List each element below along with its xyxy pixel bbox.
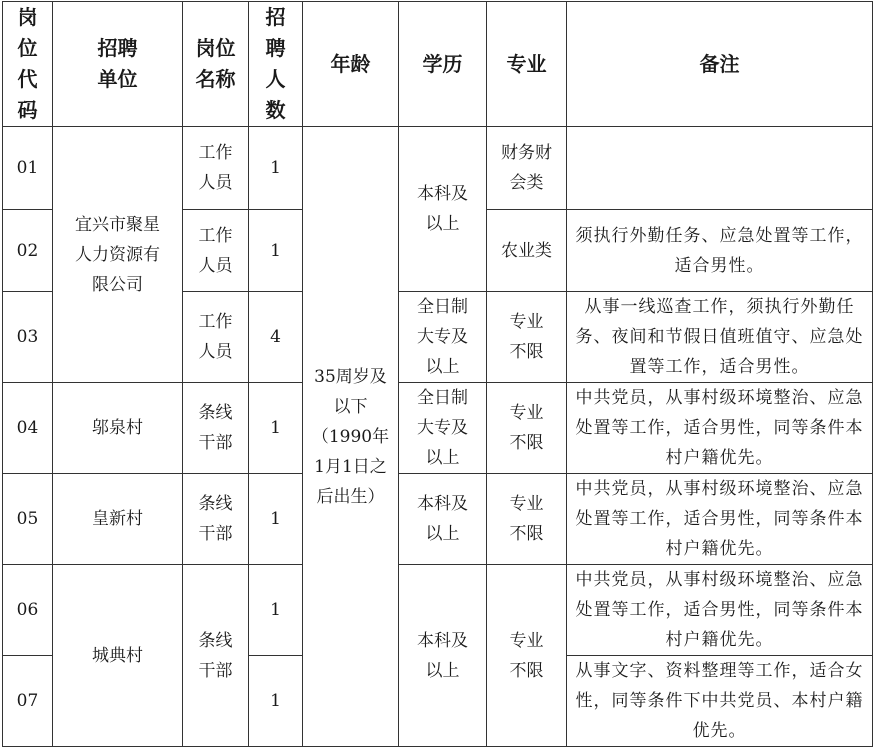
- header-position: 岗位名称: [183, 2, 249, 127]
- table-row: [3, 474, 873, 565]
- header-unit: 招聘单位: [53, 2, 183, 127]
- cell-code: 07: [3, 656, 53, 747]
- table-row: [3, 383, 873, 474]
- cell-education: 全日制大专及以上: [399, 383, 487, 474]
- cell-education: 本科及以上: [399, 565, 487, 747]
- cell-count: 1: [249, 127, 303, 210]
- cell-remarks: 中共党员，从事村级环境整治、应急处置等工作，适合男性，同等条件本村户籍优先。: [567, 565, 873, 656]
- header-remarks: 备注: [567, 2, 873, 127]
- cell-count: 1: [249, 565, 303, 656]
- cell-count: 1: [249, 383, 303, 474]
- header-age: 年龄: [303, 2, 399, 127]
- cell-major: 专业不限: [487, 565, 567, 747]
- header-code: 岗位代码: [3, 2, 53, 127]
- cell-position: 工作人员: [183, 127, 249, 210]
- cell-code: 03: [3, 292, 53, 383]
- cell-remarks: 中共党员，从事村级环境整治、应急处置等工作，适合男性，同等条件本村户籍优先。: [567, 383, 873, 474]
- cell-education: 全日制大专及以上: [399, 292, 487, 383]
- cell-code: 02: [3, 210, 53, 292]
- cell-major: 财务财会类: [487, 127, 567, 210]
- cell-unit: 皇新村: [53, 474, 183, 565]
- cell-major: 专业不限: [487, 292, 567, 383]
- cell-code: 04: [3, 383, 53, 474]
- cell-count: 1: [249, 210, 303, 292]
- header-row: [3, 2, 873, 127]
- cell-remarks: [567, 127, 873, 210]
- header-education: 学历: [399, 2, 487, 127]
- cell-count: 1: [249, 474, 303, 565]
- cell-position: 工作人员: [183, 292, 249, 383]
- cell-unit: 城典村: [53, 565, 183, 747]
- cell-position: 条线干部: [183, 383, 249, 474]
- recruitment-table: [2, 1, 873, 747]
- header-major: 专业: [487, 2, 567, 127]
- cell-age: 35周岁及以下（1990年1月1日之后出生）: [303, 127, 399, 747]
- cell-position: 条线干部: [183, 565, 249, 747]
- cell-remarks: 中共党员，从事村级环境整治、应急处置等工作，适合男性，同等条件本村户籍优先。: [567, 474, 873, 565]
- cell-position: 条线干部: [183, 474, 249, 565]
- cell-code: 05: [3, 474, 53, 565]
- cell-code: 06: [3, 565, 53, 656]
- cell-education: 本科及以上: [399, 474, 487, 565]
- cell-count: 4: [249, 292, 303, 383]
- cell-remarks: 须执行外勤任务、应急处置等工作，适合男性。: [567, 210, 873, 292]
- cell-unit: 邬泉村: [53, 383, 183, 474]
- cell-education: 本科及以上: [399, 127, 487, 292]
- cell-position: 工作人员: [183, 210, 249, 292]
- cell-major: 专业不限: [487, 383, 567, 474]
- cell-remarks: 从事一线巡查工作，须执行外勤任务、夜间和节假日值班值守、应急处置等工作，适合男性。: [567, 292, 873, 383]
- cell-count: 1: [249, 656, 303, 747]
- cell-unit: 宜兴市聚星人力资源有限公司: [53, 127, 183, 383]
- table-row: [3, 565, 873, 656]
- cell-major: 农业类: [487, 210, 567, 292]
- header-count: 招聘人数: [249, 2, 303, 127]
- cell-code: 01: [3, 127, 53, 210]
- cell-major: 专业不限: [487, 474, 567, 565]
- table-row: [3, 127, 873, 210]
- cell-remarks: 从事文字、资料整理等工作，适合女性，同等条件下中共党员、本村户籍优先。: [567, 656, 873, 747]
